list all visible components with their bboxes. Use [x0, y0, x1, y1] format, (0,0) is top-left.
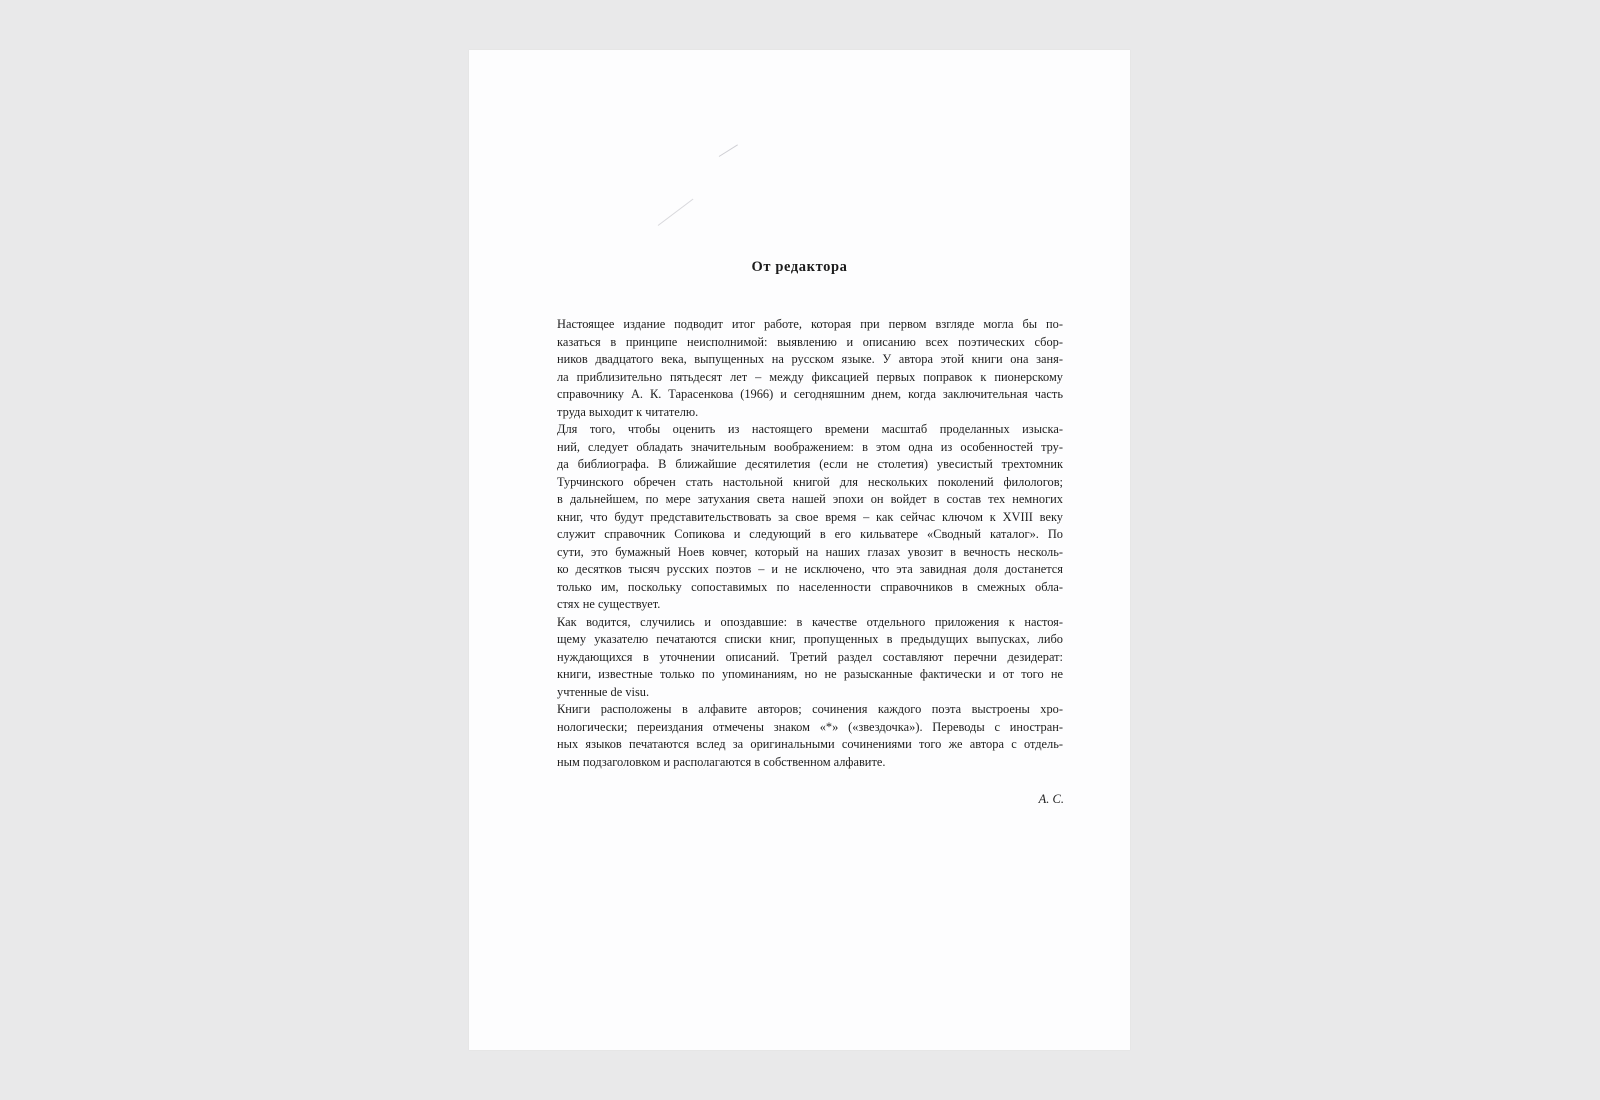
text-line: ла приблизительно пятьдесят лет – между фиксацией первых поправок к пионерскому: [557, 369, 1063, 384]
paragraph-4: [532, 701, 1063, 771]
text-line: Для того, чтобы оценить из настоящего времени масштаб проделанных изыска-: [557, 422, 1063, 436]
text-line: Турчинского обречен стать настольной книгой для нескольких поколений филологов;: [557, 474, 1063, 489]
text-line: книг, что будут представительствовать за свое время – как сейчас ключом к XVIII веку: [557, 509, 1063, 524]
scan-mark: [658, 199, 694, 226]
text-line: нуждающихся в уточнении описаний. Третий раздел составляют перечни дезидерат:: [557, 649, 1063, 664]
text-line: сути, это бумажный Ноев ковчег, который на наших глазах увозит в вечность несколь-: [557, 544, 1063, 559]
page-title: От редактора: [751, 259, 848, 275]
text-line: ко десятков тысяч русских поэтов – и не исключено, что эта завидная доля достанется: [557, 562, 1063, 576]
text-line: только им, поскольку сопоставимых по населенности справочников в смежных обла-: [557, 579, 1063, 594]
text-line: служит справочник Сопикова и следующий в его кильватере «Сводный каталог». По: [557, 527, 1063, 541]
text-line: книги, известные только по упоминаниям, но не разысканные фактически и от того не: [557, 667, 1063, 681]
text-line: справочнику А. К. Тарасенкова (1966) и сегодняшним днем, когда заключительная часть: [557, 387, 1063, 401]
text-line: ных языков печатаются вслед за оригинальными сочинениями того же автора с отдель-: [557, 737, 1063, 751]
text-line: Книги расположены в алфавите авторов; сочинения каждого поэта выстроены хро-: [557, 702, 1063, 716]
text-line: щему указателю печатаются списки книг, пропущенных в предыдущих выпусках, либо: [557, 632, 1063, 646]
body-text: [532, 316, 1063, 771]
text-line: учтенные de visu.: [557, 684, 650, 699]
text-line: Настоящее издание подводит итог работе, которая при первом взгляде могла бы по-: [557, 317, 1063, 331]
text-line: Как водится, случились и опоздавшие: в качестве отдельного приложения к настоя-: [557, 614, 1063, 629]
text-line: в дальнейшем, по мере затухания света нашей эпохи он войдет в состав тех немногих: [557, 492, 1063, 506]
paragraph-3: [532, 614, 1063, 702]
text-line: нологически; переиздания отмечены знаком «*» («звездочка»). Переводы с иностран-: [557, 719, 1063, 734]
text-line: ний, следует обладать значительным воображением: в этом одна из особенностей тру-: [557, 439, 1063, 454]
paragraph-1: [532, 316, 1063, 421]
document-page: [469, 50, 1130, 1050]
text-line: ников двадцатого века, выпущенных на русском языке. У автора этой книги она заня-: [557, 352, 1063, 366]
text-line: казаться в принципе неисполнимой: выявлению и описанию всех поэтических сбор-: [557, 334, 1063, 349]
paragraph-2: [532, 421, 1063, 614]
text-line: ным подзаголовком и располагаются в собственном алфавите.: [557, 754, 886, 769]
author-signature: А. С.: [1038, 792, 1064, 806]
text-line: стях не существует.: [557, 597, 661, 611]
text-line: труда выходит к читателю.: [557, 404, 699, 419]
text-line: да библиографа. В ближайшие десятилетия (если не столетия) увесистый трехтомник: [557, 457, 1063, 471]
scan-mark: [719, 144, 738, 157]
